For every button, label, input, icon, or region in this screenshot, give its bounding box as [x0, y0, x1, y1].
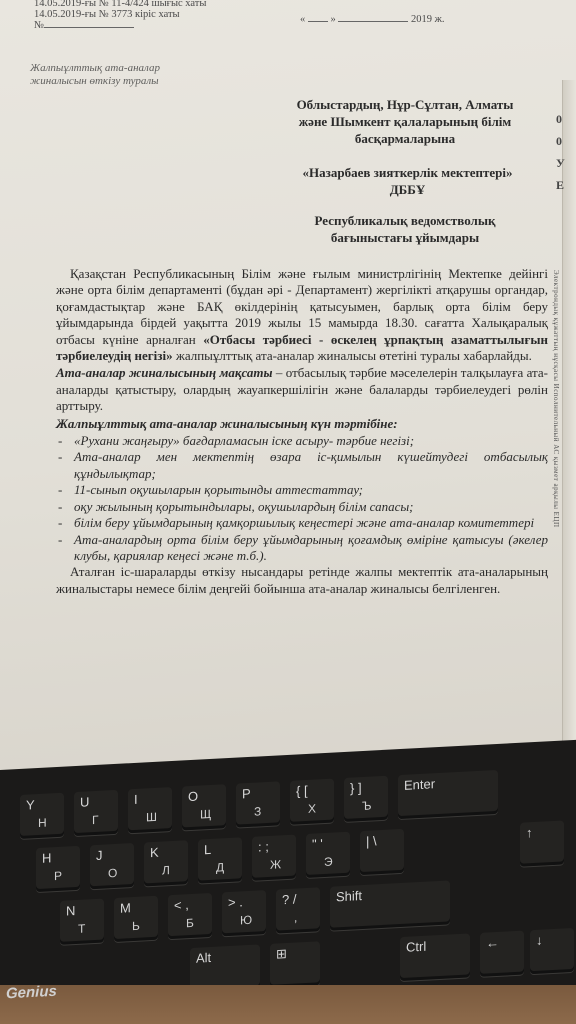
- list-item: - оқу жылының қорытындылары, оқушылардың білім сапасы;: [58, 498, 414, 514]
- side-letters: 0 0 У Е: [556, 112, 565, 192]
- desk-surface: [0, 982, 576, 1024]
- key-m: M Ь: [114, 896, 158, 942]
- key-l: L Д: [198, 837, 242, 883]
- key-semicolon: : ; Ж: [252, 834, 296, 880]
- key-enter: Enter: [398, 770, 498, 819]
- windows-key-icon: ⊞: [270, 941, 320, 988]
- list-item: - Ата-аналардың орта білім беру ұйымдарының қоғамдық өміріне қатысуы (әкелер клубы, қариялар кеңесі және т.б.).: [58, 531, 548, 563]
- key-quote: " ' Э: [306, 832, 350, 878]
- paragraph-forms: Аталған іс-шараларды өткізу нысандары ретінде жалпы мектептік ата-аналарының жиналыстары немесе білім деңгейі бойынша ата-аналар жиналысы белгіленген.: [56, 564, 548, 596]
- key-k: K Л: [144, 840, 188, 886]
- key-o: O Щ: [182, 784, 226, 830]
- addressee-block: Облыстардың, Нұр-Сұлтан, Алматы және Шымкент қалаларының білім басқармаларына: [296, 97, 514, 146]
- key-p: P З: [236, 781, 280, 827]
- vertical-margin-note: Электрондық құжаттың нұсқасы Исполнительный АС қызмет арқылы ЕЦП: [552, 270, 560, 528]
- key-ctrl: Ctrl: [400, 933, 470, 981]
- key-period: > . Ю: [222, 890, 266, 936]
- keyboard: [0, 740, 576, 1024]
- key-bracket-close: } ] Ъ: [344, 776, 388, 822]
- key-arrow-up: ↑: [520, 820, 564, 866]
- key-slash: ? / ,: [276, 887, 320, 933]
- list-item: - 11-сынып оқушыларын қорытынды аттестаттау;: [58, 482, 363, 498]
- reference-numbers: [34, 0, 206, 31]
- list-item: - білім беру ұйымдарының қамқоршылық кеңестері және ата-аналар комитеттері: [58, 515, 535, 531]
- key-n: N Т: [60, 899, 104, 945]
- ref-line-number: №: [34, 20, 206, 31]
- date-line: « » 2019 ж.: [300, 14, 445, 25]
- key-shift: Shift: [330, 880, 450, 930]
- paragraph-announcement: Қазақстан Республикасының Білім және ғылым министрлігінің Мектепке дейінгі және орта білім департаменті (бұдан әрі - Департамент) жергілікті атқарушы органдар, қоғамдастықтар және БАҚ өкілдерінің қатысуымен, барлық орта білім беру ұйымдарында бірдей уақытта 2019 жылы 15 мамырда 18.30. сағатта Халықаралық отбасы күніне арналған «Отбасы тәрбиесі - өскелең ұрпақтың азаматтылығын тәрбиелеудің негізі» жалпыұлттық ата-аналар жиналысы өтетіні туралы хабарлайды.: [56, 266, 548, 364]
- keyboard-brand-logo: Genius: [6, 982, 57, 1003]
- key-i: I Ш: [128, 787, 172, 833]
- key-j: J О: [90, 843, 134, 889]
- key-arrow-down: ↓: [530, 928, 574, 974]
- addressee-org: «Назарбаев зияткерлік мектептері» ДББҰ: [302, 165, 513, 197]
- list-item: - «Рухани жаңғыру» бағдарламасын іске асыру- тәрбие негізі;: [58, 433, 415, 449]
- key-u: U Г: [74, 790, 118, 836]
- addressee-republican: Республикалық ведомстволық бағыныстағы ұйымдары: [314, 213, 496, 245]
- paragraph-goal: Ата-аналар жиналысының мақсаты – отбасылық тәрбие мәселелерін талқылауға ата-аналарды қатыстыру, олардың жауапкершілігін және балаларды тәрбиелеудегі рөлін арттыру.: [56, 365, 548, 414]
- key-comma: < , Б: [168, 893, 212, 939]
- list-item: - Ата-аналар мен мектептің өзара іс-қимылын күшейтудегі отбасылық құндылықтар;: [58, 449, 548, 481]
- agenda-title: Жалпыұлттық ата-аналар жиналысының күн тәртібіне:: [56, 415, 398, 431]
- agenda-list: [56, 433, 548, 564]
- key-alt: Alt: [190, 944, 260, 992]
- key-backslash: | \: [360, 829, 404, 875]
- subject-note: Жалпыұлттық ата-аналар жиналысын өткізу туралы: [30, 62, 160, 87]
- key-arrow-left: ←: [480, 931, 524, 977]
- key-y: Y Н: [20, 793, 64, 839]
- ref-line-incoming: 14.05.2019-ғы № 3773 кіріс хаты: [34, 9, 180, 20]
- key-bracket-open: { [ Х: [290, 778, 334, 824]
- ref-line-outgoing: 14.05.2019-ғы № 11-4/424 шығыс хаты: [34, 0, 207, 9]
- key-h: H Р: [36, 846, 80, 892]
- letter-body: [56, 266, 548, 598]
